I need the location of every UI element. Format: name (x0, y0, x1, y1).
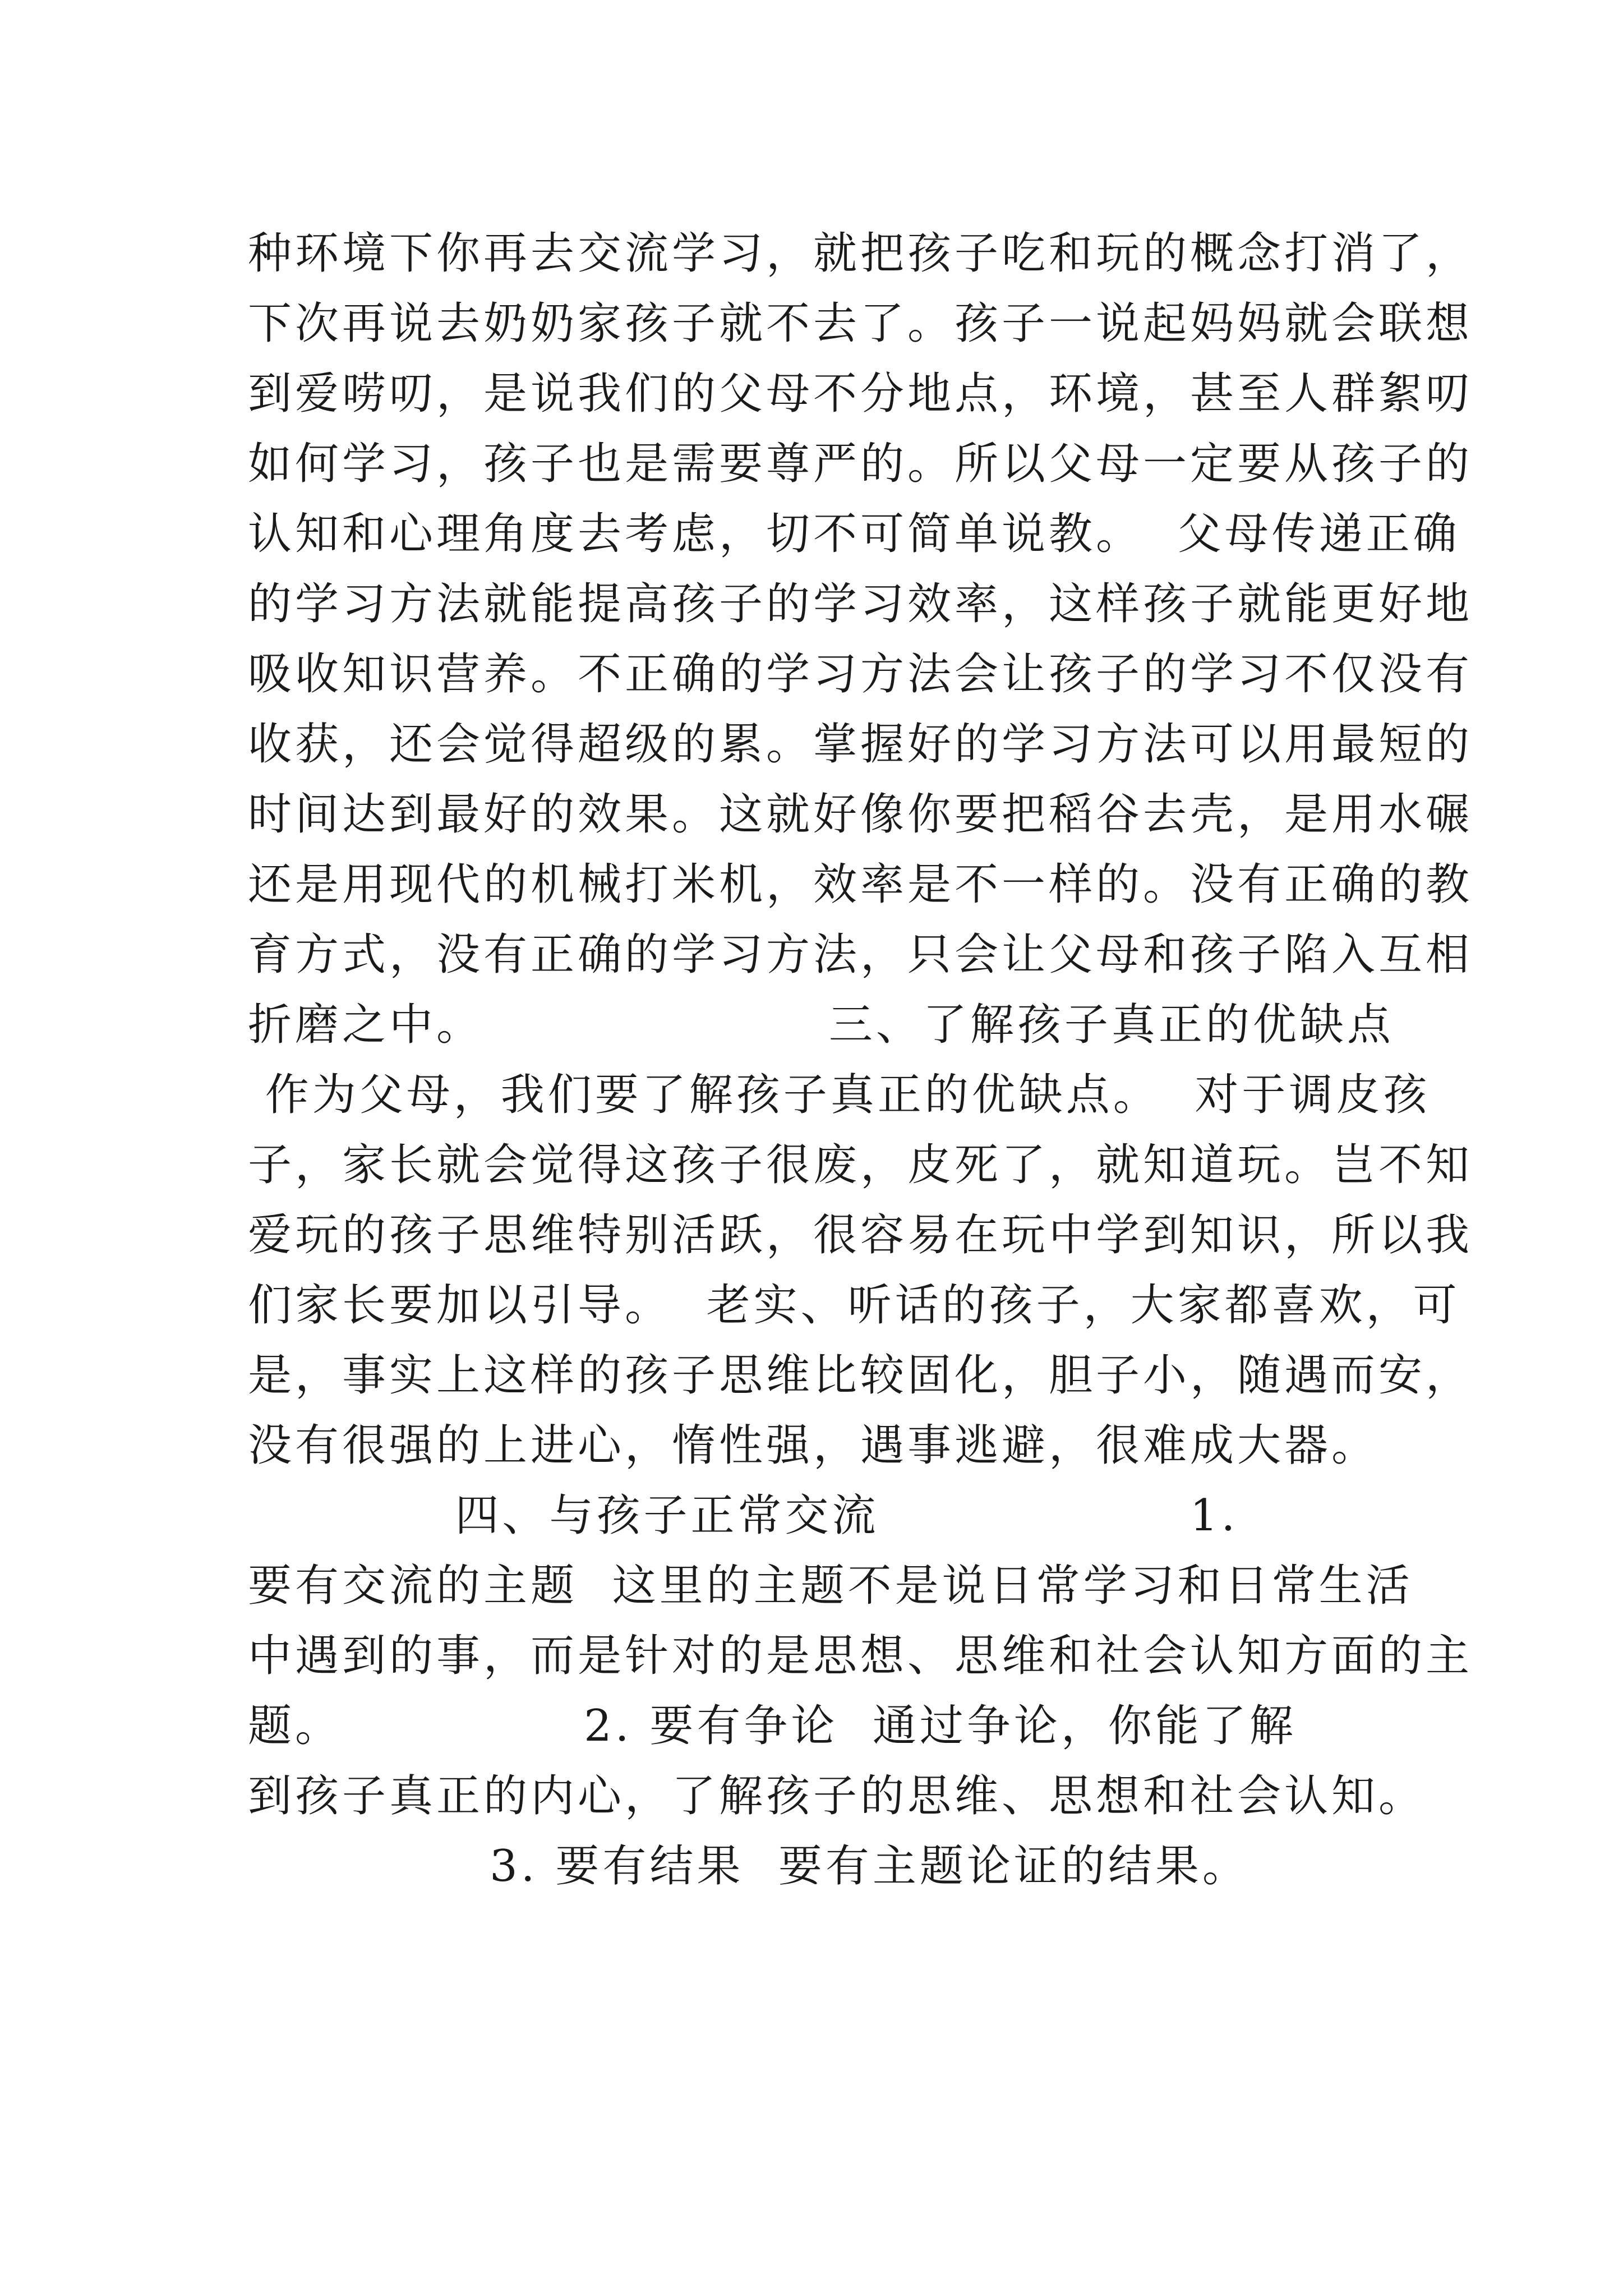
text-line: 认知和心理角度去考虑，切不可简单说教。 父母传递正确 (248, 509, 1460, 559)
text-line: 没有很强的上进心，惰性强，遇事逃避，很难成大器。 (248, 1420, 1379, 1471)
text-line: 爱玩的孩子思维特别活跃，很容易在玩中学到知识，所以我 (248, 1210, 1473, 1260)
text-line: 折磨之中。 三、了解孩子真正的优缺点 (248, 1000, 1394, 1050)
text-line: 中遇到的事，而是针对的是思想、思维和社会认知方面的主 (248, 1631, 1473, 1681)
text-line: 育方式，没有正确的学习方法，只会让父母和孩子陷入互相 (248, 930, 1473, 980)
text-line: 四、与孩子正常交流 1. (248, 1490, 1239, 1541)
text-line: 3. 要有结果 要有主题论证的结果。 (248, 1841, 1249, 1892)
text-line: 要有交流的主题 这里的主题不是说日常学习和日常生活 (248, 1561, 1413, 1611)
text-line: 到孩子真正的内心，了解孩子的思维、思想和社会认知。 (248, 1771, 1426, 1821)
text-line: 收获，还会觉得超级的累。掌握好的学习方法可以用最短的 (248, 719, 1473, 770)
text-line: 题。 2. 要有争论 通过争论，你能了解 (248, 1701, 1297, 1751)
text-line: 的学习方法就能提高孩子的学习效率，这样孩子就能更好地 (248, 579, 1473, 629)
text-line: 们家长要加以引导。 老实、听话的孩子，大家都喜欢，可 (248, 1280, 1460, 1331)
text-line: 是，事实上这样的孩子思维比较固化，胆子小，随遇而安， (248, 1350, 1473, 1401)
text-line: 种环境下你再去交流学习，就把孩子吃和玩的概念打消了， (248, 228, 1473, 279)
text-line: 下次再说去奶奶家孩子就不去了。孩子一说起妈妈就会联想 (248, 298, 1473, 349)
text-line: 作为父母，我们要了解孩子真正的优缺点。 对于调皮孩 (248, 1070, 1431, 1120)
text-line: 如何学习，孩子也是需要尊严的。所以父母一定要从孩子的 (248, 439, 1473, 489)
body-text (248, 219, 1473, 1902)
text-line: 还是用现代的机械打米机，效率是不一样的。没有正确的教 (248, 859, 1473, 910)
text-line: 吸收知识营养。不正确的学习方法会让孩子的学习不仅没有 (248, 649, 1473, 700)
text-line: 子，家长就会觉得这孩子很废，皮死了，就知道玩。岂不知 (248, 1140, 1473, 1190)
text-line: 到爱唠叨，是说我们的父母不分地点，环境，甚至人群絮叨 (248, 369, 1473, 419)
text-line: 时间达到最好的效果。这就好像你要把稻谷去壳，是用水碾 (248, 789, 1473, 840)
